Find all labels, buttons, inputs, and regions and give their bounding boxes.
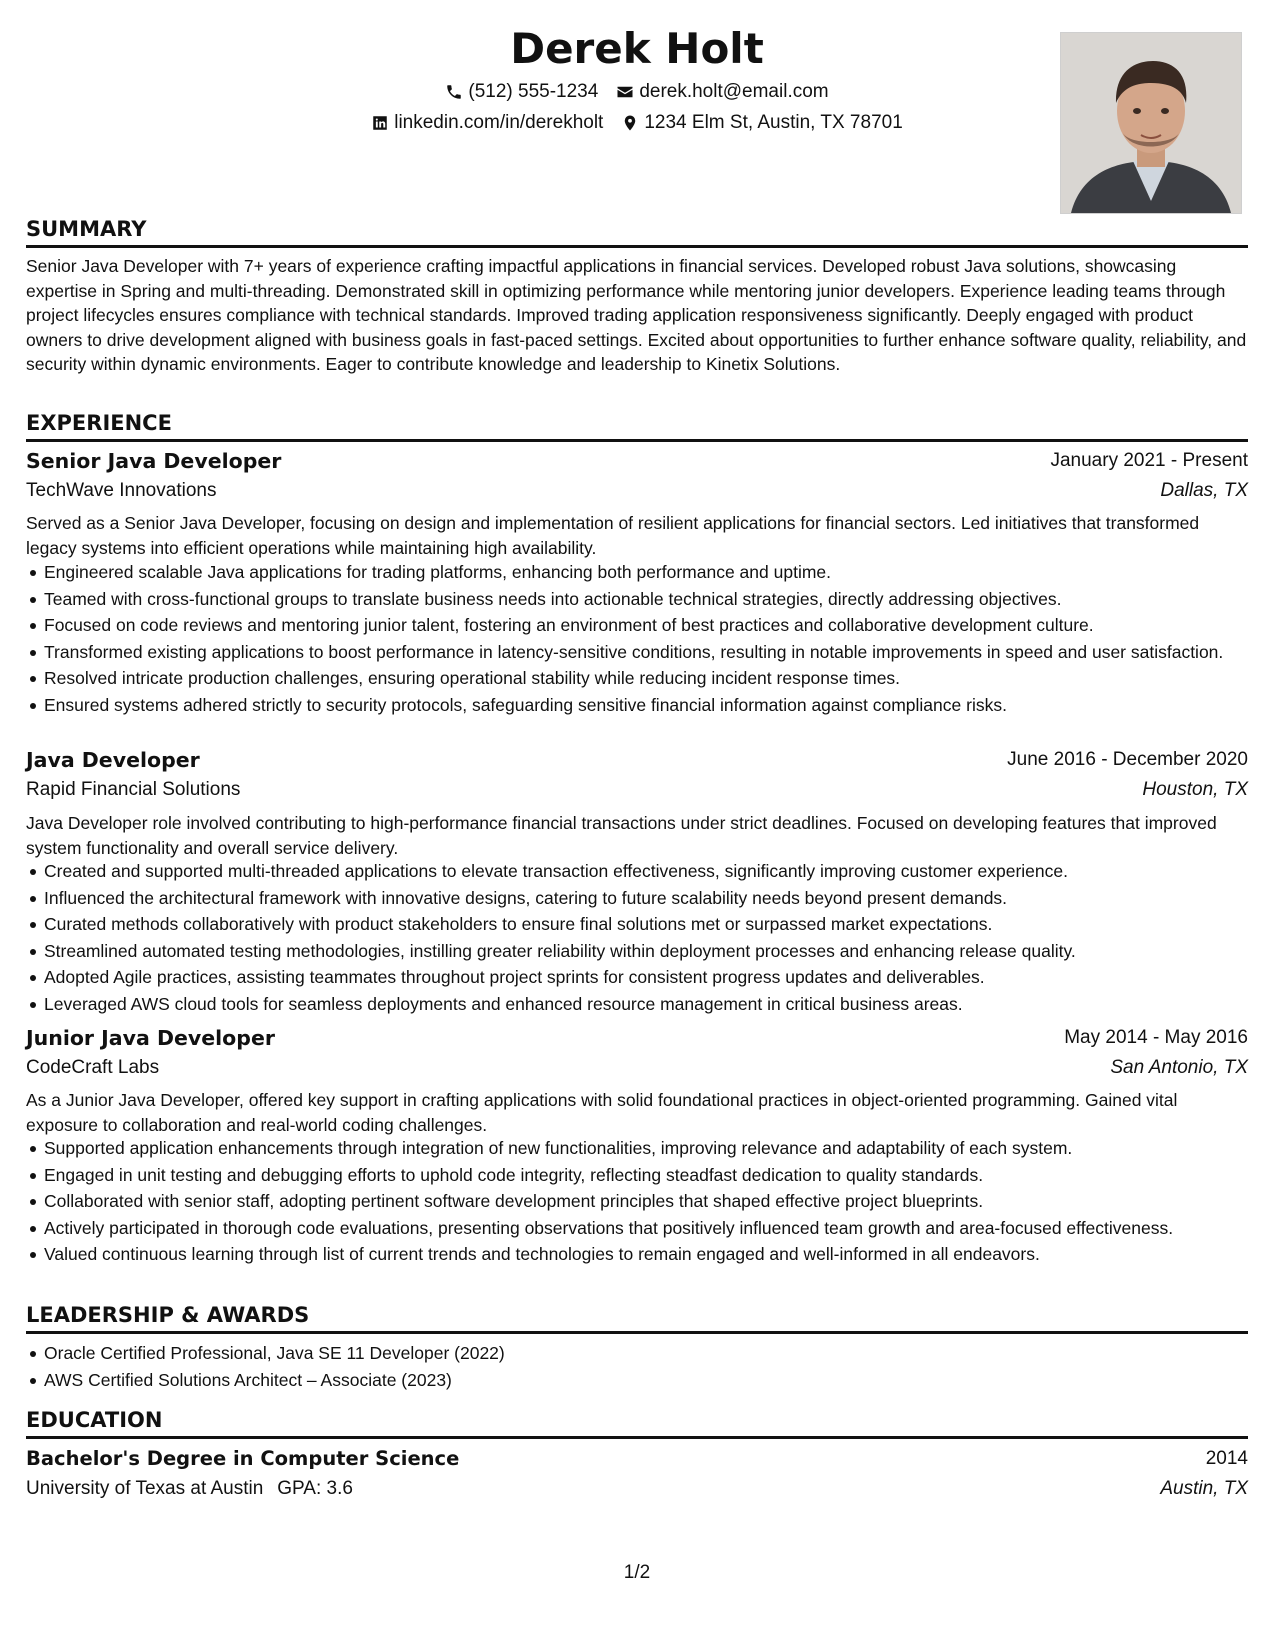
list-item: Influenced the architectural framework with innovative designs, catering to future scalability needs beyond present demands. (44, 886, 1266, 911)
school-name: University of Texas at Austin (26, 1478, 264, 1499)
resume-page (26, 0, 1248, 1650)
job-location: Houston, TX (1142, 779, 1248, 800)
profile-photo (1060, 32, 1242, 214)
address-text: 1234 Elm St, Austin, TX 78701 (644, 112, 903, 133)
summary-text: Senior Java Developer with 7+ years of experience crafting impactful applications in financial services. Developed robust Java solutions, showcasing expertise in Spring and multi-threading. Demonstrated skill in optimizing performance while mentoring junior developers. Experience leading teams through project lifecycles ensures compliance with technical standards. Improved trading application responsiveness significantly. Deeply engaged with product owners to drive development aligned with business goals in fast-paced settings. Excited about opportunities to further enhance software quality, reliability, and security within dynamic environments. Eager to contribute knowledge and leadership to Kinetix Solutions. (26, 256, 1247, 374)
envelope-icon (616, 83, 634, 101)
job-title: Senior Java Developer (26, 449, 282, 473)
list-item: Actively participated in thorough code evaluations, presenting observations that positively influenced team growth and area-focused effectiveness. (44, 1216, 1266, 1241)
phone-contact (445, 78, 598, 106)
school-line (26, 1475, 353, 1503)
list-item: AWS Certified Solutions Architect – Associate (2023) (44, 1368, 1266, 1393)
linkedin-contact[interactable] (371, 109, 603, 137)
linkedin-text[interactable]: linkedin.com/in/derekholt (394, 112, 604, 133)
candidate-name: Derek Holt (510, 24, 764, 73)
job-company: TechWave Innovations (26, 480, 217, 501)
phone-text: (512) 555-1234 (468, 81, 599, 102)
list-item: Transformed existing applications to boost performance in latency-sensitive conditions, resulting in notable improvements in speed and user satisfaction. (44, 640, 1266, 665)
list-item: Resolved intricate production challenges, ensuring operational stability while reducing incident response times. (44, 666, 1266, 691)
job-bullets (26, 560, 1266, 719)
list-item: Teamed with cross-functional groups to translate business needs into actionable technical strategies, directly addressing objectives. (44, 587, 1266, 612)
job-location: Dallas, TX (1160, 480, 1248, 501)
summary-heading: SUMMARY (26, 215, 1248, 248)
list-item: Streamlined automated testing methodologies, instilling greater reliability within deployment processes and enhancing release quality. (44, 939, 1266, 964)
leadership-heading: LEADERSHIP & AWARDS (26, 1301, 1248, 1334)
school-location: Austin, TX (1160, 1478, 1248, 1499)
job-dates: January 2021 - Present (1050, 450, 1248, 471)
gpa-text: GPA: 3.6 (277, 1478, 353, 1499)
job-company: CodeCraft Labs (26, 1057, 160, 1078)
job-dates: June 2016 - December 2020 (1007, 749, 1248, 770)
list-item: Curated methods collaboratively with product stakeholders to ensure final solutions met or surpassed market expectations. (44, 912, 1266, 937)
graduation-year: 2014 (1205, 1448, 1248, 1469)
list-item: Created and supported multi-threaded applications to elevate transaction effectiveness, significantly improving customer experience. (44, 859, 1266, 884)
list-item: Oracle Certified Professional, Java SE 11 Developer (2022) (44, 1341, 1266, 1366)
resume-header (26, 22, 1248, 212)
education-heading: EDUCATION (26, 1406, 1248, 1439)
email-contact[interactable] (616, 78, 828, 106)
job-title: Java Developer (26, 748, 200, 772)
degree-title: Bachelor's Degree in Computer Science (26, 1447, 460, 1470)
linkedin-icon (371, 114, 389, 132)
list-item: Engaged in unit testing and debugging efforts to uphold code integrity, reflecting steadfast dedication to quality standards. (44, 1163, 1266, 1188)
list-item: Supported application enhancements through integration of new functionalities, improving relevance and adaptability of each system. (44, 1136, 1266, 1161)
job-bullets (26, 1136, 1266, 1269)
list-item: Leveraged AWS cloud tools for seamless deployments and enhanced resource management in critical business areas. (44, 992, 1266, 1017)
experience-heading: EXPERIENCE (26, 409, 1248, 442)
list-item: Valued continuous learning through list of current trends and technologies to remain engaged and well-informed in all endeavors. (44, 1242, 1266, 1267)
list-item: Ensured systems adhered strictly to security protocols, safeguarding sensitive financial information against compliance risks. (44, 693, 1266, 718)
list-item: Engineered scalable Java applications for trading platforms, enhancing both performance and uptime. (44, 560, 1266, 585)
leadership-list (26, 1341, 1266, 1394)
job-description: Java Developer role involved contributing to high-performance financial transactions under strict deadlines. Focused on developing features that improved system functionality and overall service delivery. (26, 813, 1217, 858)
list-item: Focused on code reviews and mentoring junior talent, fostering an environment of best practices and collaborative development culture. (44, 613, 1266, 638)
list-item: Collaborated with senior staff, adopting pertinent software development principles that shaped effective project blueprints. (44, 1189, 1266, 1214)
job-description: As a Junior Java Developer, offered key support in crafting applications with solid foundational practices in object-oriented programming. Gained vital exposure to collaboration and real-world coding challenges. (26, 1090, 1178, 1135)
map-pin-icon (621, 114, 639, 132)
job-dates: May 2014 - May 2016 (1064, 1027, 1248, 1048)
phone-icon (445, 83, 463, 101)
page-number: 1/2 (623, 1562, 651, 1583)
job-company: Rapid Financial Solutions (26, 779, 241, 800)
job-bullets (26, 859, 1266, 1018)
job-location: San Antonio, TX (1110, 1057, 1248, 1078)
job-title: Junior Java Developer (26, 1026, 275, 1050)
job-description: Served as a Senior Java Developer, focusing on design and implementation of resilient applications for financial sectors. Led initiatives that transformed legacy systems into efficient operations while maintaining high availability. (26, 513, 1200, 558)
email-text[interactable]: derek.holt@email.com (639, 81, 829, 102)
address-contact (621, 109, 902, 137)
list-item: Adopted Agile practices, assisting teammates throughout project sprints for consistent progress updates and deliverables. (44, 965, 1266, 990)
